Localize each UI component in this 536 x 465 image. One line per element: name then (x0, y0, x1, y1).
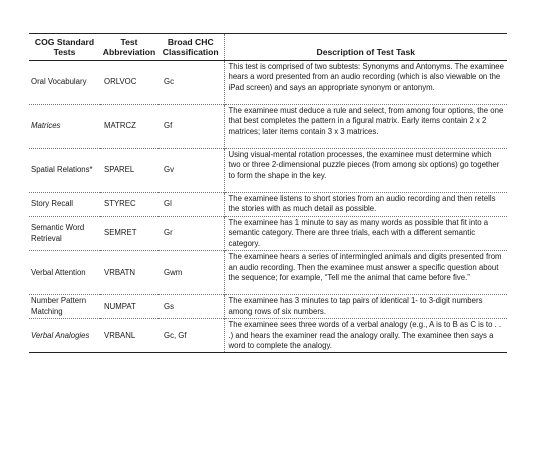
table-row (29, 61, 507, 105)
test-name: Spatial Relations* (31, 165, 93, 175)
cog-tests-table (29, 33, 507, 353)
table-row (29, 319, 507, 353)
test-description: The examinee listens to short stories from an audio recording and then retells the stories with as much detail as possible. (224, 193, 507, 217)
chc-classification: Gl (164, 199, 172, 209)
header-chc: Broad CHC Classification (162, 37, 219, 57)
test-name: Verbal Attention (31, 267, 86, 277)
chc-classification: Gs (164, 301, 174, 311)
test-description: The examinee has 1 minute to say as many words as possible that fit into a semantic category. There are three trials, each with a different semantic category. (224, 217, 507, 251)
test-description: The examinee has 3 minutes to tap pairs of identical 1- to 3-digit numbers among rows of six numbers. (224, 295, 507, 319)
test-description: The examinee sees three words of a verbal analogy (e.g., A is to B as C is to . . .) and hears the examiner read the analogy orally. The examinee then says a word to complete the analogy. (224, 319, 507, 353)
chc-classification: Gf (164, 121, 173, 131)
table-row (29, 217, 507, 251)
table-body (29, 61, 507, 353)
test-abbreviation: SPAREL (104, 165, 135, 175)
test-name: Oral Vocabulary (31, 77, 87, 87)
table-header (29, 34, 507, 61)
test-abbreviation: ORLVOC (104, 77, 137, 87)
chc-classification: Gc (164, 77, 174, 87)
chc-classification: Gc, Gf (164, 330, 187, 340)
table-row (29, 105, 507, 149)
test-abbreviation: NUMPAT (104, 301, 136, 311)
table-row (29, 149, 507, 193)
test-abbreviation: SEMRET (104, 228, 137, 238)
test-name: Number Pattern Matching (31, 296, 87, 316)
chc-classification: Gv (164, 165, 174, 175)
test-name: Story Recall (31, 199, 74, 209)
test-name: Verbal Analogies (31, 330, 90, 340)
test-abbreviation: VRBATN (104, 267, 136, 277)
test-description: This test is comprised of two subtests: Synonyms and Antonyms. The examinee hears a word presented from an audio recording (which is also viewable on the iPad screen) and says an appropriate synonym or antonym. (224, 61, 507, 105)
test-abbreviation: STYREC (104, 199, 136, 209)
header-row (29, 34, 507, 61)
table-row (29, 251, 507, 295)
test-name: Semantic Word Retrieval (31, 223, 85, 243)
chc-classification: Gwm (164, 267, 183, 277)
test-description: Using visual-mental rotation processes, the examinee must determine which two or three 2-dimensional puzzle pieces (from among six options) go together to form the shape in the key. (224, 149, 507, 193)
test-description: The examinee must deduce a rule and select, from among four options, the one that best completes the pattern in a figural matrix. Early items contain 2 x 2 matrices; later items contain 3 x 3 matrices. (224, 105, 507, 149)
header-test: COG Standard Tests (34, 37, 95, 57)
header-abbreviation: Test Abbreviation (102, 37, 156, 57)
test-description: The examinee hears a series of intermingled animals and digits presented from an audio recording. Then the examinee must answer a specific question about the sequence; for example, “Tell me the animal that came before five.” (224, 251, 507, 295)
header-description: Description of Test Task (224, 34, 507, 61)
chc-classification: Gr (164, 228, 173, 238)
table-row (29, 295, 507, 319)
test-abbreviation: VRBANL (104, 330, 136, 340)
table-row (29, 193, 507, 217)
test-abbreviation: MATRCZ (104, 121, 136, 131)
test-name: Matrices (31, 121, 61, 131)
